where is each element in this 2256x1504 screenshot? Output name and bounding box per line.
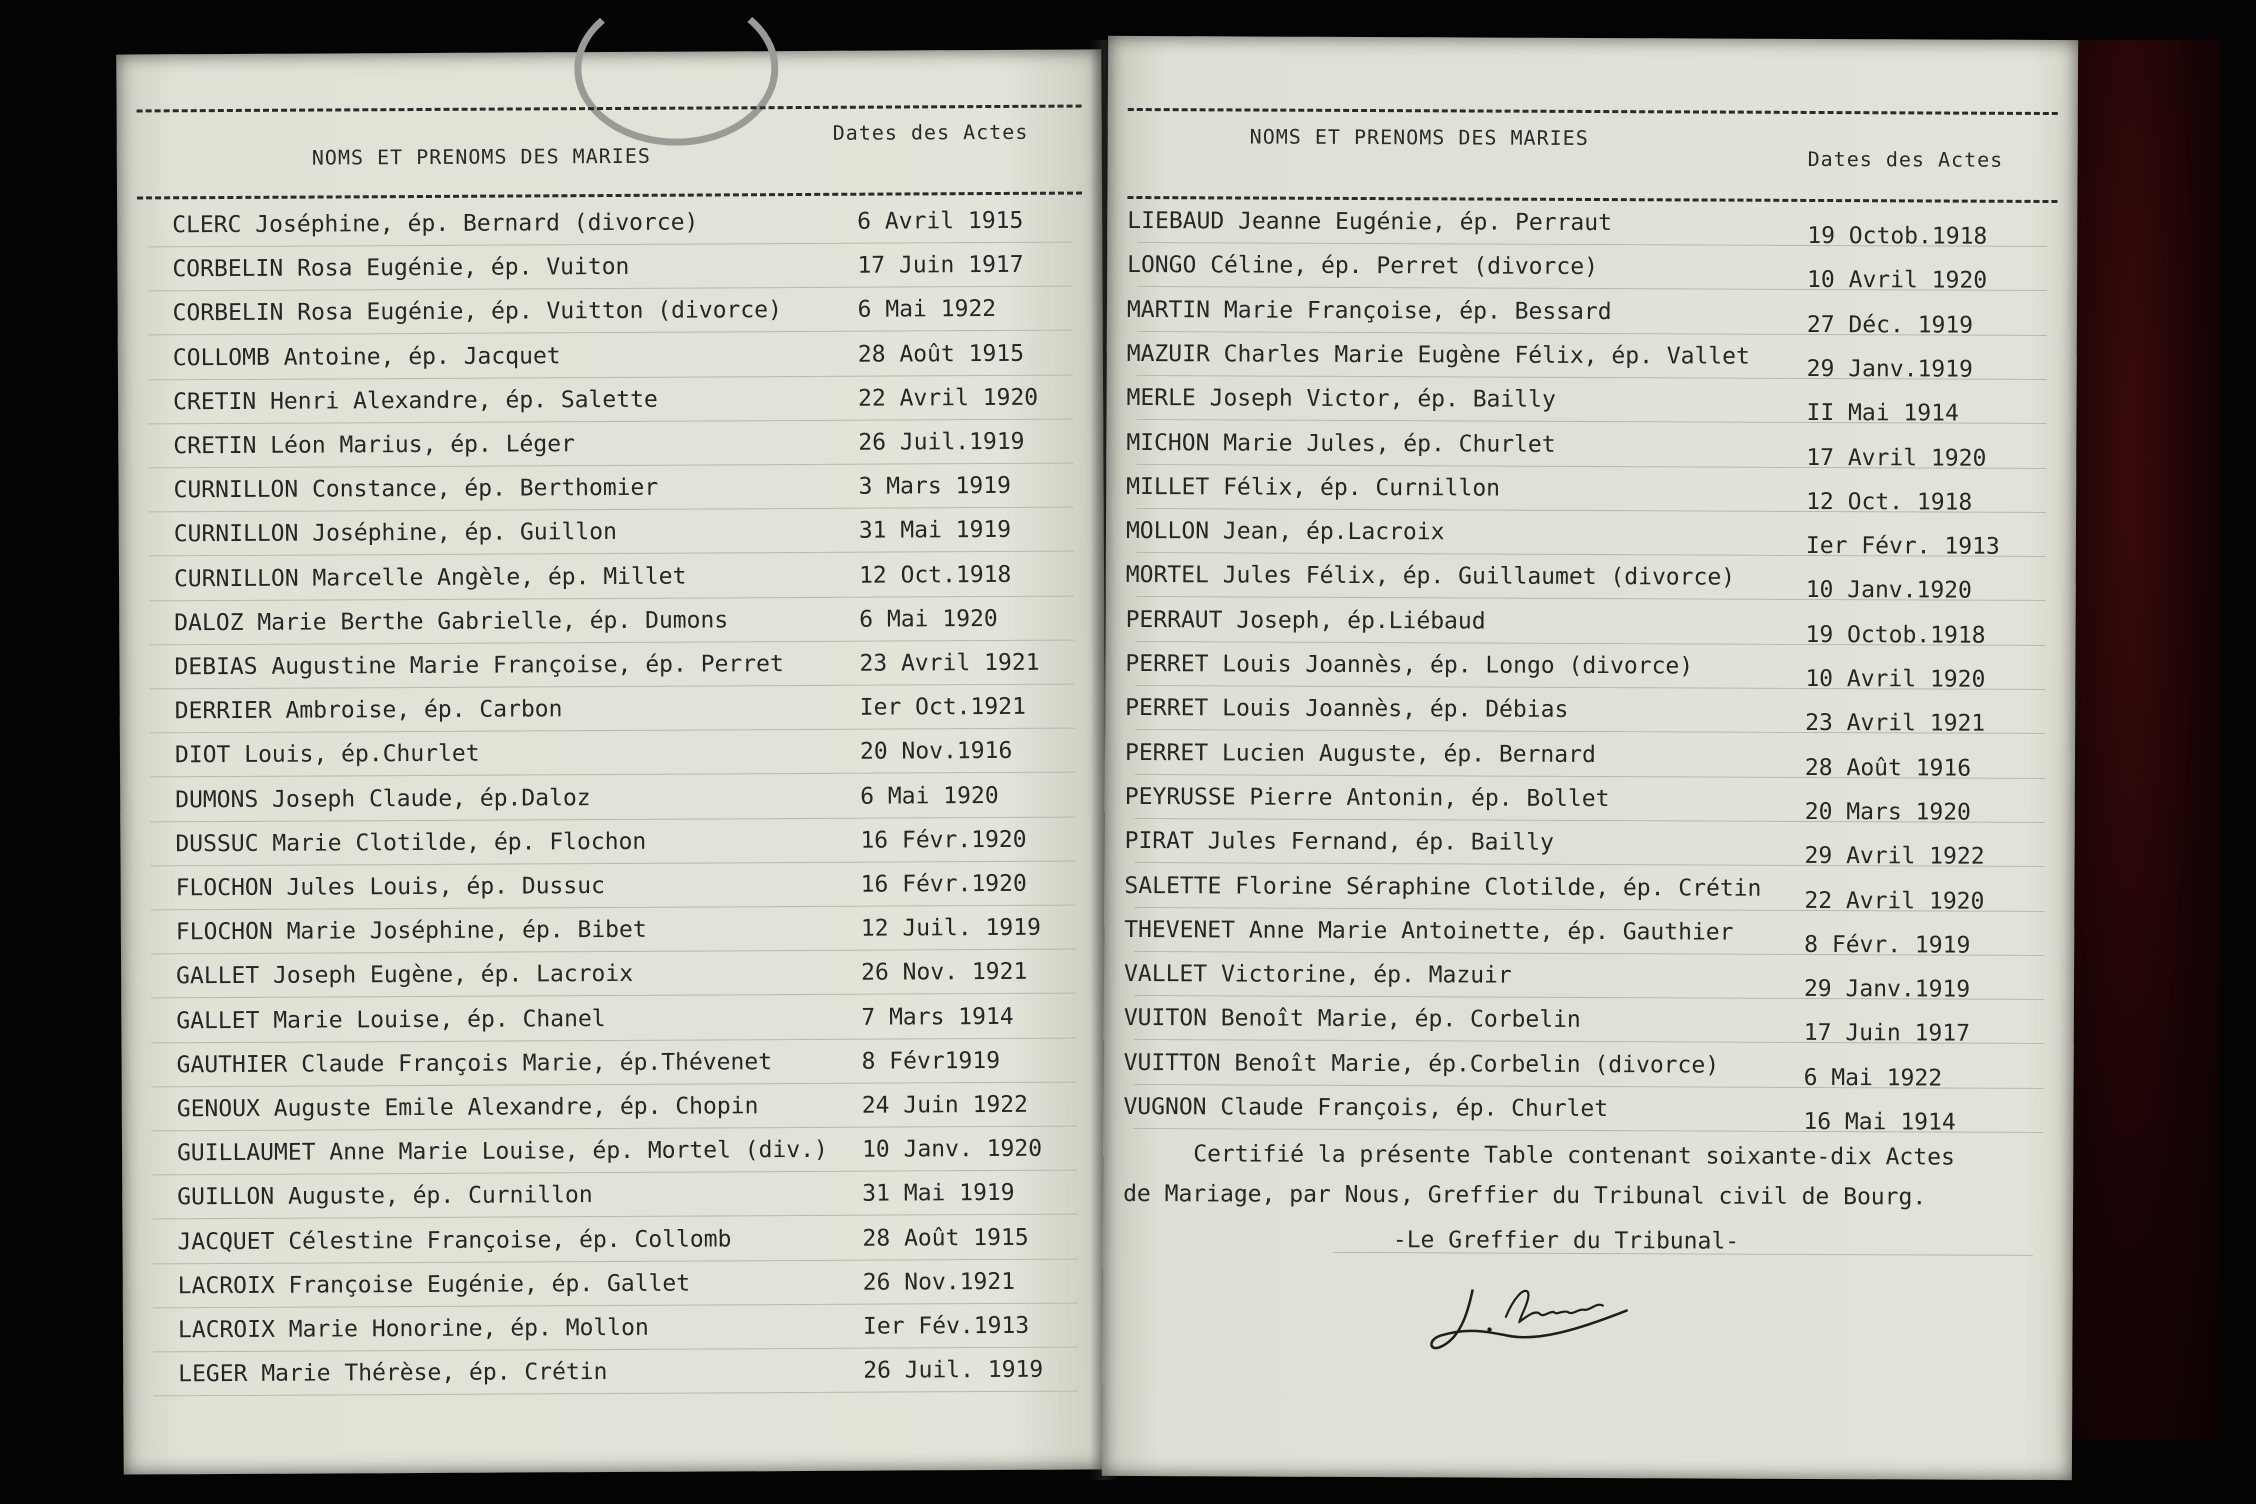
row-rule [151, 993, 1076, 999]
table-row [1107, 208, 2077, 252]
entry-name: DALOZ Marie Berthe Gabrielle, ép. Dumons [174, 607, 729, 637]
entry-name: FLOCHON Marie Joséphine, ép. Bibet [175, 917, 647, 946]
table-row [122, 1224, 1107, 1269]
entry-date: 7 Mars 1914 [861, 1003, 1014, 1031]
row-rule [147, 242, 1072, 248]
entry-name: GENOUX Auguste Emile Alexandre, ép. Chopin [176, 1093, 759, 1123]
row-rule [149, 595, 1074, 601]
entry-name: CORBELIN Rosa Eugénie, ép. Vuiton [172, 254, 630, 283]
entry-date: 29 Janv.1919 [1806, 355, 1973, 383]
entry-date: 20 Nov.1916 [859, 738, 1013, 766]
table-row [117, 207, 1102, 252]
entry-date: 23 Avril 1921 [1805, 710, 1986, 738]
entry-name: LACROIX Marie Honorine, ép. Mollon [177, 1314, 649, 1344]
entry-name: PIRAT Jules Fernand, ép. Bailly [1124, 828, 1554, 857]
table-row [1103, 1094, 2073, 1138]
row-rule [151, 1037, 1076, 1043]
entry-name: LEGER Marie Thérèse, ép. Crétin [178, 1359, 608, 1388]
table-row [122, 1091, 1107, 1136]
row-rule [151, 905, 1076, 911]
entry-date: 12 Oct. 1918 [1806, 488, 1973, 516]
table-row [123, 1268, 1108, 1313]
table-row [122, 1180, 1107, 1225]
entry-date: 19 Octob.1918 [1807, 222, 1988, 250]
entry-date: 26 Nov.1921 [862, 1268, 1016, 1296]
header-top-rule-right [1128, 108, 2058, 115]
entry-date: 29 Avril 1922 [1804, 843, 1985, 870]
entry-date: 23 Avril 1921 [859, 649, 1040, 677]
entry-name: DIOT Louis, ép.Churlet [174, 741, 480, 769]
book-cover [2070, 40, 2220, 1440]
entry-name: MOLLON Jean, ép.Lacroix [1125, 518, 1445, 546]
row-rule [148, 330, 1073, 336]
entry-date: 10 Avril 1920 [1805, 665, 1986, 693]
entry-date: 6 Mai 1922 [1803, 1064, 1943, 1092]
entry-date: 10 Avril 1920 [1807, 267, 1988, 295]
table-row [1106, 429, 2076, 473]
entry-date: 17 Avril 1920 [1806, 444, 1987, 472]
entry-name: GALLET Marie Louise, ép. Chanel [176, 1005, 606, 1034]
left-header-dates: Dates des Actes [832, 119, 1029, 145]
entry-date: 16 Févr.1920 [860, 870, 1027, 898]
right-header-names: NOMS ET PRENOMS DES MARIES [1249, 124, 1589, 150]
entry-date: 24 Juin 1922 [861, 1091, 1029, 1119]
entry-date: 26 Juil. 1919 [863, 1356, 1044, 1384]
entry-name: PERRAUT Joseph, ép.Liébaud [1125, 606, 1486, 635]
table-row [121, 959, 1106, 1004]
row-rule [149, 639, 1074, 645]
entry-name: CORBELIN Rosa Eugénie, ép. Vuitton (divorce) [172, 297, 782, 327]
entry-name: MARTIN Marie Françoise, ép. Bessard [1126, 296, 1612, 325]
entry-date: 29 Janv.1919 [1803, 976, 1971, 1003]
entry-date: 19 Octob.1918 [1805, 621, 1986, 649]
entry-date: Ier Fév.1913 [862, 1312, 1030, 1340]
table-row [118, 384, 1103, 429]
table-row [1104, 1050, 2074, 1094]
entry-date: 6 Mai 1922 [857, 296, 997, 324]
entry-date: 26 Juil.1919 [858, 428, 1025, 456]
entry-name: MILLET Félix, ép. Curnillon [1126, 473, 1501, 502]
row-rule [148, 374, 1073, 380]
entry-name: VALLET Victorine, ép. Mazuir [1123, 961, 1512, 989]
entry-name: DERRIER Ambroise, ép. Carbon [174, 696, 563, 725]
row-rule [152, 1126, 1077, 1132]
entry-name: CRETIN Henri Alexandre, ép. Salette [173, 386, 658, 416]
entry-name: SALETTE Florine Séraphine Clotilde, ép. Crétin [1124, 872, 1762, 902]
entry-name: FLOCHON Jules Louis, ép. Dussuc [175, 873, 605, 902]
table-row [120, 738, 1105, 783]
entry-date: 16 Févr.1920 [860, 826, 1027, 854]
table-row [123, 1357, 1108, 1402]
table-row [119, 473, 1104, 518]
table-row [121, 870, 1106, 915]
entry-name: DEBIAS Augustine Marie Françoise, ép. Perret [174, 651, 784, 681]
row-rule [148, 286, 1073, 292]
row-rule [149, 507, 1074, 513]
entry-date: 31 Mai 1919 [862, 1180, 1015, 1208]
table-row [1105, 784, 2075, 828]
table-row [122, 1136, 1107, 1181]
binder-ring [574, 0, 779, 146]
entry-name: CURNILLON Constance, ép. Berthomier [173, 474, 659, 504]
entry-date: II Mai 1914 [1806, 400, 1959, 427]
entry-name: PERRET Louis Joannès, ép. Longo (divorce) [1125, 650, 1694, 680]
entry-name: JACQUET Célestine Françoise, ép. Collomb [177, 1225, 732, 1255]
entry-date: 28 Août 1915 [862, 1224, 1029, 1252]
right-page [1102, 36, 2078, 1480]
entry-name: COLLOMB Antoine, ép. Jacquet [172, 342, 561, 371]
table-row [1106, 385, 2076, 429]
entry-name: LONGO Céline, ép. Perret (divorce) [1127, 252, 1599, 281]
entry-date: 6 Mai 1920 [859, 605, 998, 633]
signature-image [1427, 1269, 1667, 1360]
signatory-title: -Le Greffier du Tribunal- [1392, 1227, 1740, 1255]
entry-name: CLERC Joséphine, ép. Bernard (divorce) [172, 209, 699, 239]
row-rule [151, 949, 1076, 955]
table-row [118, 296, 1103, 341]
table-row [1104, 872, 2074, 916]
row-rule [152, 1081, 1077, 1087]
entry-date: 16 Mai 1914 [1803, 1108, 1956, 1136]
entry-name: GUILLON Auguste, ép. Curnillon [177, 1182, 593, 1211]
entry-date: 20 Mars 1920 [1804, 798, 1971, 826]
table-row [1106, 518, 2076, 562]
table-row [1104, 961, 2074, 1005]
table-row [1106, 562, 2076, 606]
entry-date: 26 Nov. 1921 [861, 959, 1028, 987]
entry-name: MORTEL Jules Félix, ép. Guillaumet (divorce) [1125, 562, 1736, 592]
entry-name: LACROIX Françoise Eugénie, ép. Gallet [177, 1270, 691, 1300]
entry-date: 8 Févr. 1919 [1804, 931, 1971, 959]
table-row [1105, 651, 2075, 695]
row-rule [149, 551, 1074, 557]
entry-name: LIEBAUD Jeanne Eugénie, ép. Perraut [1127, 207, 1613, 237]
table-row [1107, 296, 2077, 340]
certification-line-2: de Mariage, par Nous, Greffier du Tribunal civil de Bourg. [1123, 1180, 1927, 1211]
entry-date: 10 Janv. 1920 [861, 1135, 1043, 1163]
entry-name: MERLE Joseph Victor, ép. Bailly [1126, 385, 1556, 414]
table-row [1105, 695, 2075, 739]
table-row [118, 428, 1103, 473]
table-row [1105, 828, 2075, 872]
row-rule [148, 418, 1073, 424]
entry-name: MICHON Marie Jules, ép. Churlet [1126, 429, 1556, 458]
entry-name: PEYRUSSE Pierre Antonin, ép. Bollet [1124, 783, 1610, 812]
row-rule [148, 463, 1073, 469]
header-bottom-rule-right [1127, 196, 2057, 203]
entry-date: 17 Juin 1917 [857, 252, 1024, 279]
entry-date: 17 Juin 1917 [1803, 1020, 1971, 1048]
entry-name: GUILLAUMET Anne Marie Louise, ép. Mortel (div.) [176, 1137, 828, 1167]
table-row [118, 340, 1103, 385]
row-rule [153, 1347, 1078, 1353]
entry-name: THEVENET Anne Marie Antoinette, ép. Gauthier [1124, 916, 1734, 946]
row-rule [152, 1170, 1077, 1176]
table-row [120, 694, 1105, 739]
table-row [121, 1003, 1106, 1048]
table-row [119, 517, 1104, 562]
right-header-dates: Dates des Actes [1807, 146, 2004, 172]
certification-line-1: Certifié la présente Table contenant soixante-dix Actes [1193, 1141, 1955, 1171]
entry-date: 3 Mars 1919 [858, 473, 1011, 500]
table-row [1107, 252, 2077, 296]
entry-date: 8 Févr1919 [861, 1047, 1001, 1075]
entry-date: 6 Mai 1920 [860, 782, 999, 810]
entry-date: 22 Avril 1920 [858, 384, 1039, 412]
row-rule [152, 1214, 1077, 1220]
table-row [1104, 1005, 2074, 1049]
row-rule [150, 728, 1075, 734]
signature-rule [1333, 1252, 2033, 1256]
entry-date: 28 Août 1916 [1804, 754, 1972, 782]
entry-name: VUGNON Claude François, ép. Churlet [1123, 1093, 1609, 1123]
entry-date: 31 Mai 1919 [858, 517, 1012, 545]
table-row [117, 252, 1102, 297]
table-row [119, 649, 1104, 694]
table-row [1107, 341, 2077, 385]
entry-name: DUSSUC Marie Clotilde, ép. Flochon [175, 828, 647, 858]
entry-name: GALLET Joseph Eugène, ép. Lacroix [176, 961, 634, 990]
row-rule [150, 684, 1075, 690]
table-row [121, 915, 1106, 960]
entry-name: MAZUIR Charles Marie Eugène Félix, ép. Vallet [1126, 340, 1750, 370]
table-row [123, 1312, 1108, 1357]
row-rule [153, 1391, 1078, 1397]
row-rule [150, 816, 1075, 822]
entry-date: 28 Août 1915 [857, 340, 1025, 368]
row-rule [151, 860, 1076, 866]
entry-name: PERRET Lucien Auguste, ép. Bernard [1124, 739, 1596, 768]
entry-date: Ier Févr. 1913 [1805, 533, 2000, 560]
entry-date: 12 Oct.1918 [858, 561, 1012, 589]
table-row [1105, 607, 2075, 651]
row-rule [153, 1302, 1078, 1308]
table-row [122, 1047, 1107, 1092]
entry-name: PERRET Louis Joannès, ép. Débias [1125, 695, 1569, 724]
table-row [120, 826, 1105, 871]
entry-date: 27 Déc. 1919 [1806, 311, 1974, 339]
table-row [119, 561, 1104, 606]
entry-date: 10 Janv.1920 [1805, 577, 1972, 605]
row-rule [153, 1258, 1078, 1264]
entry-date: 6 Avril 1915 [857, 207, 1024, 235]
entry-date: Ier Oct.1921 [859, 694, 1026, 721]
table-row [1104, 917, 2074, 961]
entry-name: CURNILLON Marcelle Angèle, ép. Millet [173, 563, 687, 592]
left-header-names: NOMS ET PRENOMS DES MARIES [311, 143, 651, 170]
table-row [119, 605, 1104, 650]
table-row [1105, 739, 2075, 783]
entry-date: 12 Juil. 1919 [860, 914, 1041, 942]
table-row [120, 782, 1105, 827]
entry-name: VUITTON Benoît Marie, ép.Corbelin (divorce) [1123, 1049, 1720, 1079]
entry-name: CRETIN Léon Marius, ép. Léger [173, 431, 575, 460]
entry-date: 22 Avril 1920 [1804, 887, 1985, 915]
entry-name: CURNILLON Joséphine, ép. Guillon [173, 519, 617, 548]
entry-name: GAUTHIER Claude François Marie, ép.Thévenet [176, 1048, 773, 1079]
entry-name: VUITON Benoît Marie, ép. Corbelin [1123, 1005, 1581, 1034]
table-row [1106, 474, 2076, 518]
header-bottom-rule [137, 192, 1082, 200]
left-page [116, 49, 1108, 1474]
row-rule [150, 772, 1075, 778]
entry-name: DUMONS Joseph Claude, ép.Daloz [175, 784, 591, 813]
